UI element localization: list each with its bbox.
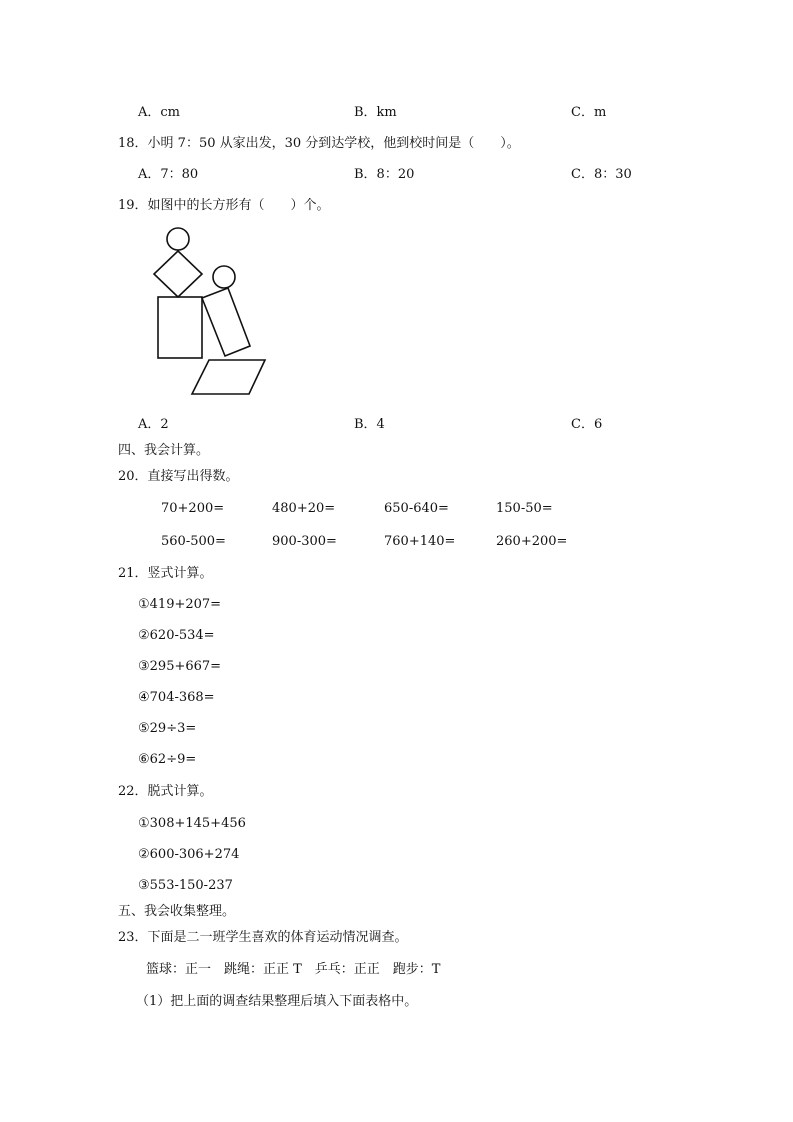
q17-option-b: B．km [354,105,397,120]
circle-top [167,228,189,250]
q22-item: ③553-150-237 [138,878,233,893]
q20-item: 480+20= [272,501,336,516]
parallelogram [192,360,265,394]
q23-tally-line: 篮球：正一 跳绳：正正 T 乒乓：正正 跑步：T [146,962,441,977]
q18-question: 18．小明 7：50 从家出发，30 分到达学校，他到校时间是（ ）。 [118,136,520,151]
q20-question: 20．直接写出得数。 [118,469,239,484]
q17-option-a: A．cm [138,105,180,120]
q20-item: 760+140= [384,534,456,549]
circle-right [213,266,235,288]
q21-item: ②620-534= [138,628,215,643]
q20-item: 900-300= [272,534,337,549]
q22-item: ①308+145+456 [138,816,246,831]
q20-item: 560-500= [161,534,226,549]
q20-item: 70+200= [161,501,225,516]
q21-item: ①419+207= [138,597,222,612]
q21-item: ⑥62÷9= [138,752,197,767]
section-5-heading: 五、我会收集整理。 [118,904,236,919]
q19-option-b: B．4 [354,417,385,432]
q18-option-b: B．8：20 [354,167,415,182]
q21-item: ④704-368= [138,690,215,705]
q23-question: 23．下面是二一班学生喜欢的体育运动情况调查。 [118,930,408,945]
diamond [154,251,202,297]
shapes-figure-svg [145,222,275,402]
q23-subquestion-1: （1）把上面的调查结果整理后填入下面表格中。 [136,994,418,1009]
q19-option-a: A．2 [138,417,169,432]
q19-question: 19．如图中的长方形有（ ）个。 [118,198,330,213]
q22-item: ②600-306+274 [138,847,240,862]
q20-item: 150-50= [496,501,553,516]
q21-question: 21．竖式计算。 [118,566,213,581]
q17-option-c: C．m [571,105,607,120]
tall-rectangle [158,297,202,358]
q18-option-a: A．7：80 [138,167,199,182]
q21-item: ③295+667= [138,659,222,674]
q18-option-c: C．8：30 [571,167,632,182]
q19-option-c: C．6 [571,417,603,432]
tilted-rectangle [202,288,250,356]
q21-item: ⑤29÷3= [138,721,197,736]
q22-question: 22．脱式计算。 [118,784,213,799]
shapes-figure [145,222,275,406]
section-4-heading: 四、我会计算。 [118,443,210,458]
q20-item: 260+200= [496,534,568,549]
q20-item: 650-640= [384,501,449,516]
